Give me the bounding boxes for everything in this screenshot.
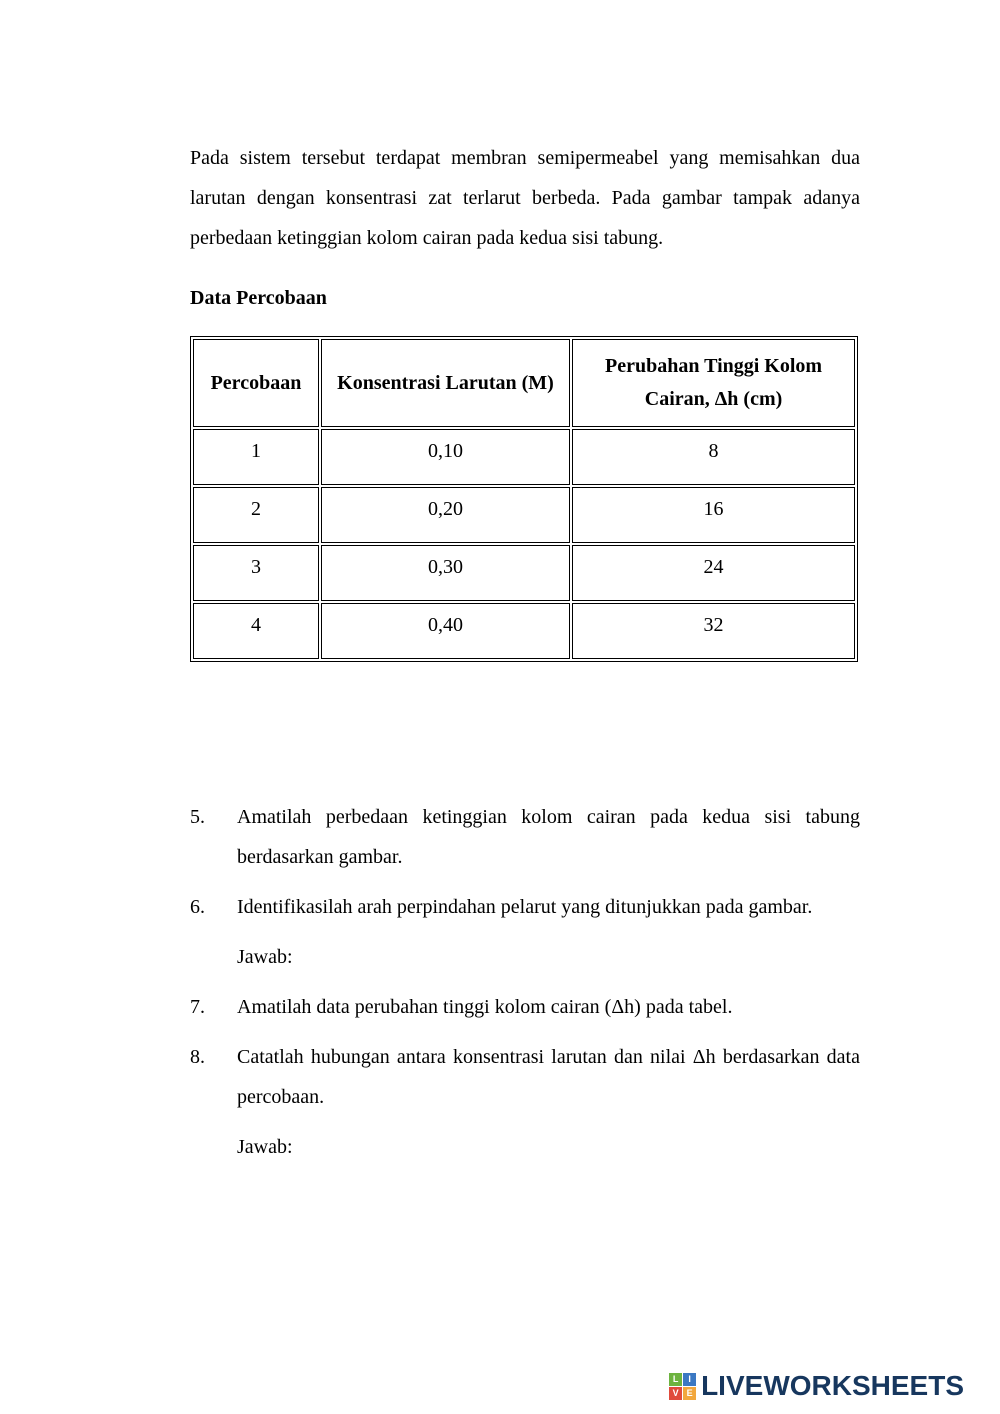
table-cell: 4 — [193, 603, 319, 659]
question-text: Amatilah perbedaan ketinggian kolom cairan pada kedua sisi tabung berdasarkan gambar. — [237, 806, 860, 868]
table-cell: 8 — [572, 429, 855, 485]
question-text: Amatilah data perubahan tinggi kolom cairan (Δh) pada tabel. — [237, 996, 733, 1018]
logo-square-i: I — [683, 1373, 696, 1386]
table-row — [193, 545, 855, 601]
liveworksheets-logo[interactable] — [669, 1370, 964, 1402]
liveworksheets-squares-icon — [669, 1373, 696, 1400]
table-cell: 0,30 — [321, 545, 570, 601]
logo-square-v: V — [669, 1387, 682, 1400]
logo-square-l: L — [669, 1373, 682, 1386]
liveworksheets-brand-text: LIVEWORKSHEETS — [701, 1370, 964, 1401]
table-header-perubahan-tinggi: Perubahan Tinggi Kolom Cairan, Δh (cm) — [572, 339, 855, 427]
question-number: 8. — [190, 1046, 205, 1068]
question-number: 6. — [190, 896, 205, 918]
question-item-8 — [190, 1037, 860, 1117]
table-cell: 32 — [572, 603, 855, 659]
table-cell: 0,20 — [321, 487, 570, 543]
section-heading: Data Percobaan — [190, 287, 327, 309]
logo-square-e: E — [683, 1387, 696, 1400]
table-cell: 24 — [572, 545, 855, 601]
content-area — [190, 138, 860, 1177]
table-cell: 0,40 — [321, 603, 570, 659]
answer-label-6: Jawab: — [237, 946, 293, 968]
question-text: Catatlah hubungan antara konsentrasi larutan dan nilai Δh berdasarkan data percobaan. — [237, 1046, 860, 1108]
question-text: Identifikasilah arah perpindahan pelarut yang ditunjukkan pada gambar. — [237, 896, 813, 918]
question-number: 7. — [190, 996, 205, 1018]
table-header-row — [193, 339, 855, 427]
table-header-percobaan: Percobaan — [193, 339, 319, 427]
questions-list — [190, 797, 860, 1167]
data-table — [190, 336, 858, 662]
table-cell: 16 — [572, 487, 855, 543]
intro-paragraph: Pada sistem tersebut terdapat membran semipermeabel yang memisahkan dua larutan dengan konsentrasi zat terlarut berbeda. Pada gambar tampak adanya perbedaan ketinggian kolom cairan pada kedua sisi tabung. — [190, 147, 860, 249]
question-item-6 — [190, 887, 860, 927]
table-header-konsentrasi: Konsentrasi Larutan (M) — [321, 339, 570, 427]
question-number: 5. — [190, 806, 205, 828]
table-cell: 1 — [193, 429, 319, 485]
table-row — [193, 429, 855, 485]
table-cell: 3 — [193, 545, 319, 601]
table-cell: 2 — [193, 487, 319, 543]
question-item-7 — [190, 987, 860, 1027]
answer-label-8: Jawab: — [237, 1136, 293, 1158]
table-cell: 0,10 — [321, 429, 570, 485]
table-row — [193, 603, 855, 659]
question-item-5 — [190, 797, 860, 877]
table-row — [193, 487, 855, 543]
